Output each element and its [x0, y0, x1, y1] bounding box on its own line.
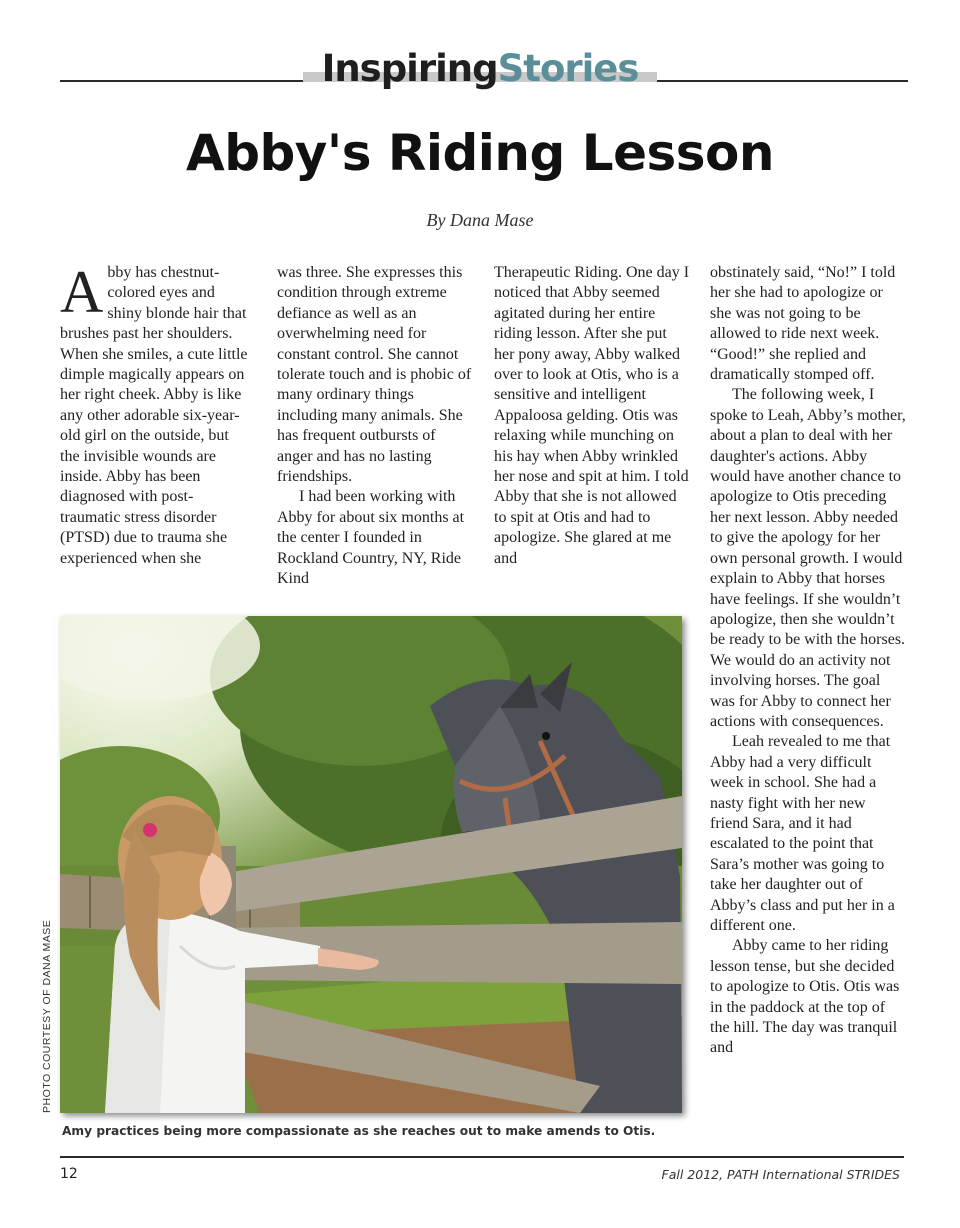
article-photo	[60, 616, 682, 1113]
section-title-part1: Inspiring	[321, 47, 498, 90]
drop-cap: A	[60, 259, 104, 325]
paragraph: The following week, I spoke to Leah, Abby’s mother, about a plan to deal with her daughter's actions. Abby would have another chance to apologize to Otis preceding her next lesson. Abby needed to give the apology for her own personal growth. I would explain to Abby that horses have feelings. If she wouldn’t apologize, then she wouldn’t be ready to be with the horses. We would do an activity not involving horses. The goal was for Abby to connect her actions with consequences.	[710, 386, 906, 730]
photo-girl-and-horse	[60, 616, 682, 1113]
paragraph: was three. She expresses this condition through extreme defiance as well as an overwhelming need for constant control. She cannot tolerate touch and is phobic of many ordinary things including many animals. She has frequent outbursts of anger and has no lasting friendships.	[277, 264, 472, 486]
text-column-2	[277, 263, 473, 590]
col1-text: bby has chestnut-colored eyes and shiny blonde hair that brushes past her shoulders. When she smiles, a cute little dimple magically appears on her right cheek. Abby is like any other adorable six-year-old girl on the outside, but the invisible wounds are inside. Abby has been diagnosed with post-traumatic stress disorder (PTSD) due to trauma she experienced when she	[60, 264, 248, 567]
section-title	[303, 46, 657, 92]
section-title-part2: Stories	[497, 47, 639, 90]
page-number: 12	[60, 1166, 78, 1182]
paragraph: Therapeutic Riding. One day I noticed that Abby seemed agitated during her entire riding lesson. After she put her pony away, Abby walked over to look at Otis, who is a sensitive and intelligent Appaloosa gelding. Otis was relaxing while munching on his hay when Abby wrinkled her nose and spit at him. I told Abby that she is not allowed to spit at Otis and had to apologize. She glared at me and	[494, 264, 690, 567]
footer-rule	[60, 1156, 904, 1158]
paragraph: Abby came to her riding lesson tense, but she decided to apologize to Otis. Otis was in the paddock at the top of the hill. The day was tranquil and	[710, 937, 900, 1057]
footer-issue: Fall 2012, PATH International STRIDES	[661, 1167, 900, 1182]
photo-credit: PHOTO COURTESY OF DANA MASE	[41, 919, 53, 1113]
section-header	[303, 46, 657, 92]
paragraph: I had been working with Abby for about six months at the center I founded in Rockland Country, NY, Ride Kind	[277, 488, 465, 588]
text-column-3	[494, 263, 690, 569]
text-column-4	[710, 263, 906, 1059]
paragraph: Leah revealed to me that Abby had a very difficult week in school. She had a nasty fight with her new friend Sara, and it had escalated to the point that Sara’s mother was going to take her daughter out of Abby’s class and put her in a different one.	[710, 733, 895, 934]
photo-caption: Amy practices being more compassionate as she reaches out to make amends to Otis.	[62, 1124, 656, 1138]
paragraph: obstinately said, “No!” I told her she had to apologize or she was not going to be allowed to ride next week. “Good!” she replied and dramatically stomped off.	[710, 264, 896, 384]
byline: By Dana Mase	[426, 210, 534, 230]
article-title: Abby's Riding Lesson	[186, 124, 774, 182]
paragraph	[60, 259, 250, 569]
text-column-1	[60, 259, 250, 569]
